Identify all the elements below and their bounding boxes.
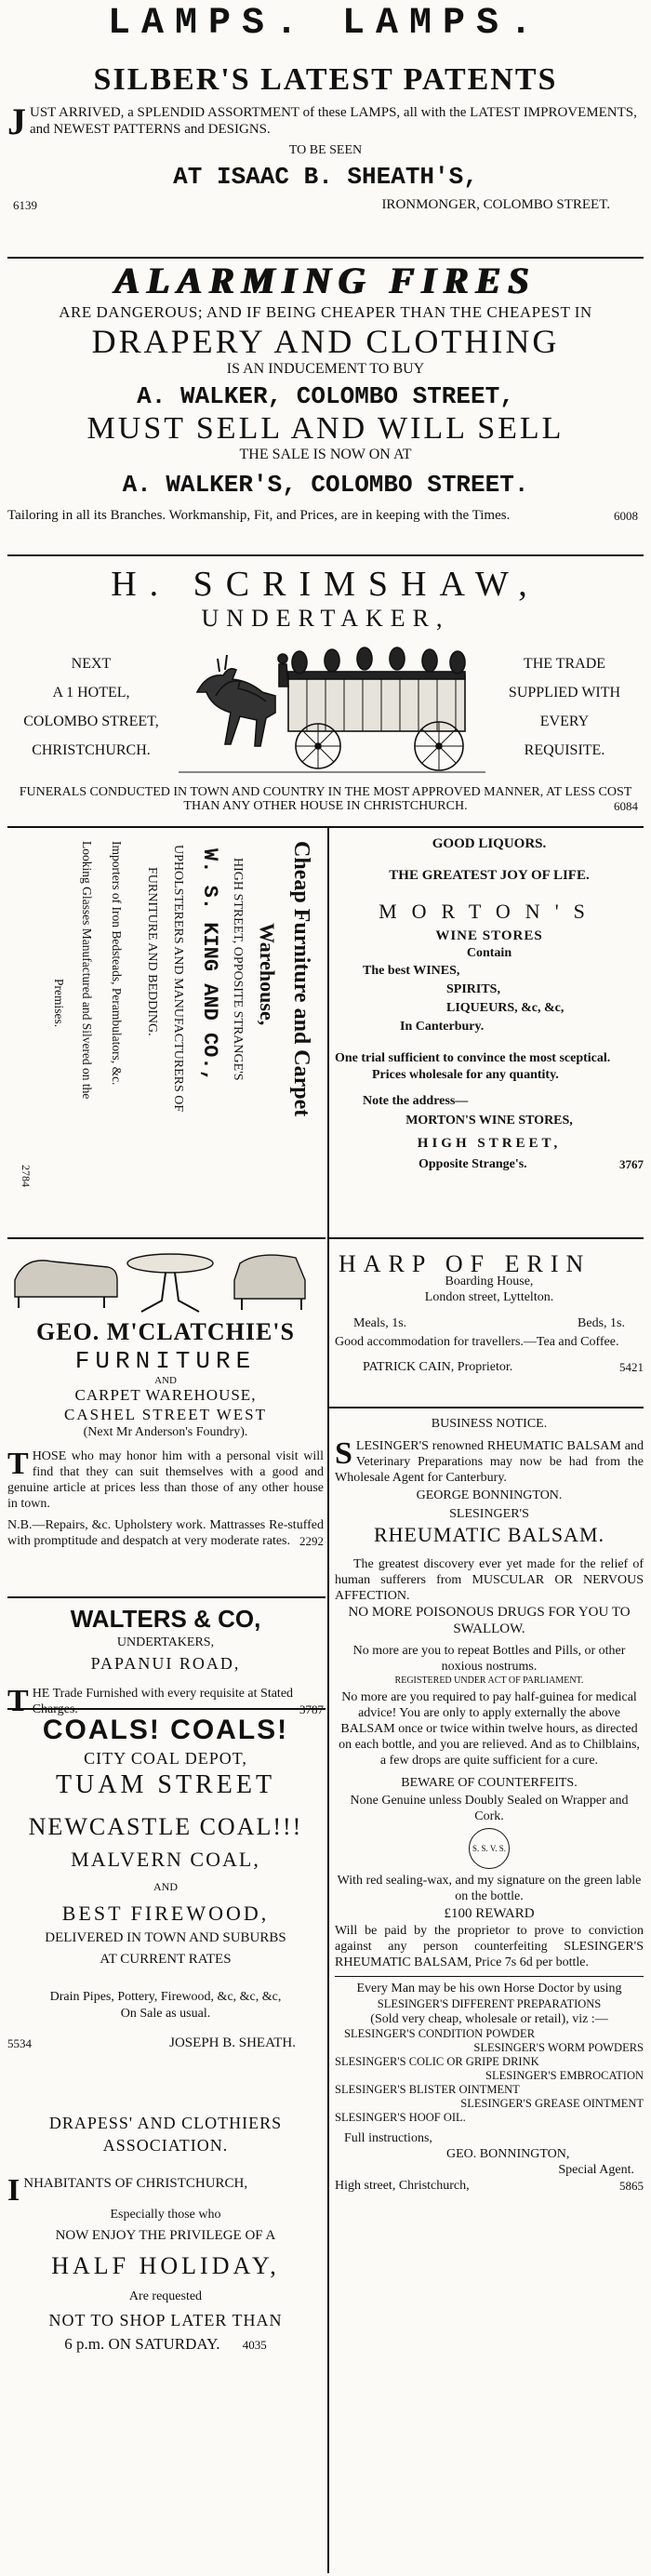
ad-walker-line1: ARE DANGEROUS; AND IF BEING CHEAPER THAN THE CHEAPEST IN bbox=[59, 303, 592, 321]
ad-slesinger-instructions: Full instructions, bbox=[344, 2131, 432, 2145]
ad-morton-joy: THE GREATEST JOY OF LIFE. bbox=[389, 868, 590, 883]
ad-drapers-half-holiday: HALF HOLIDAY, bbox=[51, 2252, 280, 2279]
hearse-icon bbox=[179, 636, 485, 776]
ad-coals-delivered: DELIVERED IN TOWN AND SUBURBS bbox=[45, 1930, 286, 1945]
ad-morton-note: Note the address— bbox=[363, 1094, 469, 1108]
ad-harp-title: HARP OF ERIN bbox=[339, 1250, 591, 1277]
hearse-illustration bbox=[179, 636, 485, 776]
ad-king-street: HIGH STREET, OPPOSITE STRANGE'S bbox=[231, 858, 245, 1081]
ad-morton-liqueurs: LIQUEURS, &c, &c, bbox=[446, 1001, 565, 1015]
ad-scrimshaw-right-2: SUPPLIED WITH bbox=[508, 685, 621, 701]
ad-slesinger-number: 5865 bbox=[619, 2179, 644, 2193]
divider bbox=[7, 554, 644, 556]
ad-walker-line2: IS AN INDUCEMENT TO BUY bbox=[226, 361, 425, 377]
ad-coals bbox=[7, 1714, 324, 2051]
ad-coals-tuam: TUAM STREET bbox=[55, 1770, 276, 1799]
ad-walters-undertakers: UNDERTAKERS, bbox=[116, 1635, 215, 1649]
ad-slesinger-item-1: SLESINGER'S CONDITION POWDER bbox=[344, 2027, 536, 2040]
ad-coals-drain: Drain Pipes, Pottery, Firewood, &c, &c, &c, bbox=[49, 1990, 282, 2004]
ad-walters-dropcap: T bbox=[7, 1686, 29, 1717]
ad-walker-line3: A. WALKER, COLOMBO STREET, bbox=[137, 382, 514, 410]
ad-lamps-dropcap: J bbox=[7, 104, 26, 138]
ad-drapers-not-later: NOT TO SHOP LATER THAN bbox=[48, 2311, 283, 2329]
ad-morton-canterbury: In Canterbury. bbox=[400, 1020, 485, 1034]
ad-king-firm: W. S. KING AND CO., bbox=[198, 848, 221, 1082]
ad-slesinger-bottles: No more are you to repeat Bottles and Pills, or other noxious nostrums. bbox=[352, 1644, 626, 1674]
ad-king bbox=[7, 830, 324, 1230]
ad-morton-prices: Prices wholesale for any quantity. bbox=[372, 1068, 559, 1082]
ad-morton-contain: Contain bbox=[466, 946, 512, 960]
ad-harp bbox=[335, 1250, 644, 1378]
ad-harp-prices bbox=[335, 1314, 644, 1334]
ad-slesinger-dropcap: S bbox=[335, 1438, 352, 1471]
ad-slesinger-proprietor: Will be paid by the proprietor to prove to conviction against any person counterfeiting SLESINGER'S RHEUMATIC BALSAM, Price 7s 6d per bottle. bbox=[335, 1924, 644, 1969]
ad-walker-line7 bbox=[7, 508, 644, 524]
ad-drapers-intro bbox=[7, 2175, 324, 2205]
ad-harp-proprietor-row bbox=[335, 1357, 644, 1378]
ad-mclatchie-text: HOSE who may honor him with a personal visit will find that they can suit themselves with a good and genuine article at prices less than those of any other house in town. bbox=[7, 1449, 324, 1511]
ad-slesinger-sealing-wax: With red sealing-wax, and my signature on the green lable on the bottle. bbox=[337, 1874, 642, 1903]
ad-coals-newcastle: NEWCASTLE COAL!!! bbox=[28, 1813, 303, 1840]
ad-slesinger-address: High street, Christchurch, bbox=[335, 2179, 470, 2193]
ad-slesinger-intro bbox=[335, 1438, 644, 1486]
ad-morton-spirits: SPIRITS, bbox=[446, 982, 500, 996]
ad-walters-text: HE Trade Furnished with every requisite at Stated Charges. bbox=[32, 1687, 294, 1716]
ad-walker-line6: A. WALKER'S, COLOMBO STREET. bbox=[122, 471, 529, 499]
divider bbox=[7, 1708, 326, 1710]
ad-king-warehouse: Warehouse, bbox=[256, 923, 279, 1026]
ad-harp-proprietor: PATRICK CAIN, Proprietor. bbox=[363, 1360, 513, 1374]
ad-morton-wine-stores: WINE STORES bbox=[435, 928, 543, 943]
ad-coals-signature: JOSEPH B. SHEATH. bbox=[169, 2035, 296, 2050]
divider bbox=[7, 826, 644, 828]
ad-walker-drapery: DRAPERY AND CLOTHING bbox=[91, 323, 560, 360]
ad-lamps-ironmonger: IRONMONGER, COLOMBO STREET. bbox=[381, 197, 610, 212]
ad-slesinger-notice: BUSINESS NOTICE. bbox=[431, 1417, 548, 1431]
ad-lamps-title: LAMPS. LAMPS. bbox=[107, 3, 544, 45]
ad-mclatchie-nb-text: N.B.—Repairs, &c. Upholstery work. Mattrasses Re-stuffed with promptitude and despatch at very moderate rates. bbox=[7, 1518, 324, 1548]
ad-harp-accommodation: Good accommodation for travellers.—Tea and Coffee. bbox=[335, 1335, 619, 1349]
ad-slesinger-seal-wrap bbox=[335, 1828, 644, 1869]
ad-slesinger-genuine: None Genuine unless Doubly Sealed on Wrapper and Cork. bbox=[350, 1794, 629, 1823]
ad-scrimshaw-number: 6084 bbox=[614, 799, 638, 813]
ad-slesinger-registered: REGISTERED UNDER ACT OF PARLIAMENT. bbox=[394, 1675, 584, 1686]
ad-walker bbox=[7, 262, 644, 524]
ad-morton-address: MORTON'S WINE STORES, bbox=[405, 1114, 573, 1128]
ad-slesinger-reward: £100 REWARD bbox=[444, 1906, 535, 1921]
ad-slesinger-preparations: SLESINGER'S DIFFERENT PREPARATIONS bbox=[377, 1997, 602, 2010]
ad-drapers-dropcap: I bbox=[7, 2175, 20, 2205]
furniture-illustration bbox=[7, 1243, 324, 1317]
ad-slesinger-agent: GEORGE BONNINGTON. bbox=[416, 1488, 563, 1502]
ad-scrimshaw-left-3: COLOMBO STREET, bbox=[23, 714, 159, 729]
ad-drapers bbox=[7, 2112, 324, 2356]
ad-slesinger bbox=[335, 1414, 644, 2194]
ad-lamps-body bbox=[7, 104, 644, 138]
ad-scrimshaw-subtitle: UNDERTAKER, bbox=[201, 605, 450, 632]
ad-morton-high-street: HIGH STREET, bbox=[417, 1136, 562, 1151]
ad-walker-tailoring: Tailoring in all its Branches. Workmanship, Fit, and Prices, are in keeping with the Times. bbox=[7, 508, 511, 523]
divider bbox=[7, 257, 644, 259]
ad-morton-wines: The best WINES, bbox=[363, 964, 460, 978]
ad-morton-opposite-row bbox=[335, 1155, 644, 1174]
ad-slesinger-beware: BEWARE OF COUNTERFEITS. bbox=[401, 1776, 578, 1790]
ad-mclatchie-carpet: CARPET WAREHOUSE, bbox=[74, 1386, 257, 1404]
divider bbox=[7, 1237, 326, 1239]
ad-harp-number: 5421 bbox=[619, 1360, 644, 1374]
ad-coals-and: AND bbox=[153, 1880, 178, 1893]
ad-king-title: Cheap Furniture and Carpet bbox=[289, 841, 313, 1117]
ad-lamps bbox=[7, 4, 644, 213]
ad-king-number: 2784 bbox=[20, 1165, 33, 1187]
ad-walters-road: PAPANUI ROAD, bbox=[90, 1654, 241, 1673]
ad-walker-title: ALARMING FIRES bbox=[114, 260, 537, 301]
ad-mclatchie-nb bbox=[7, 1517, 324, 1549]
ad-harp-london: London street, Lyttelton. bbox=[424, 1290, 554, 1304]
ad-drapers-saturday: 6 p.m. ON SATURDAY. bbox=[64, 2335, 220, 2353]
ad-scrimshaw-left bbox=[7, 649, 175, 765]
ad-king-upholsterers: UPHOLSTERERS AND MANUFACTURERS OF bbox=[171, 845, 185, 1113]
ad-walters bbox=[7, 1604, 324, 1717]
ad-lamps-at: AT ISAAC B. SHEATH'S, bbox=[173, 163, 478, 191]
ad-coals-title: COALS! COALS! bbox=[42, 1715, 289, 1745]
ad-slesinger-no-drugs: NO MORE POISONOUS DRUGS FOR YOU TO SWALLOW. bbox=[348, 1605, 631, 1636]
ad-scrimshaw-right-1: THE TRADE bbox=[523, 656, 606, 672]
ad-scrimshaw-title: H. SCRIMSHAW, bbox=[111, 565, 540, 604]
ad-drapers-requested: Are requested bbox=[128, 2289, 203, 2303]
ad-harp-meals: Meals, 1s. bbox=[353, 1316, 407, 1330]
ad-slesinger-item-6: SLESINGER'S GREASE OINTMENT bbox=[460, 2097, 644, 2110]
ad-walters-number: 3787 bbox=[299, 1702, 324, 1716]
ad-slesinger-name: SLESINGER'S bbox=[449, 1507, 529, 1521]
ad-king-looking-glasses: Looking Glasses Manufactured and Silvered on the bbox=[80, 841, 94, 1100]
ad-slesinger-address-row bbox=[335, 2178, 644, 2194]
seal-icon bbox=[469, 1828, 510, 1869]
divider bbox=[329, 1407, 644, 1408]
ad-king-importers: Importers of Iron Bedsteads, Perambulators, &c. bbox=[110, 841, 124, 1086]
ad-slesinger-sold: (Sold very cheap, wholesale or retail), viz :— bbox=[370, 2012, 608, 2026]
ad-slesinger-seal-text: S. S. V. S. bbox=[472, 1844, 506, 1853]
ad-drapers-especially: Especially those who bbox=[110, 2208, 221, 2222]
ad-scrimshaw-left-2: A 1 HOTEL, bbox=[52, 685, 130, 701]
ad-walker-line5: THE SALE IS NOW ON AT bbox=[239, 447, 412, 462]
ad-slesinger-balsam: RHEUMATIC BALSAM. bbox=[373, 1523, 605, 1546]
ad-coals-rates: AT CURRENT RATES bbox=[100, 1952, 232, 1967]
ad-lamps-text: UST ARRIVED, a SPLENDID ASSORTMENT of these LAMPS, all with the LATEST IMPROVEMENTS, and NEWEST PATTERNS and DESIGNS. bbox=[30, 105, 637, 137]
ad-morton-opposite: Opposite Strange's. bbox=[418, 1157, 527, 1171]
ad-slesinger-special-agent: Special Agent. bbox=[558, 2163, 634, 2177]
ad-drapers-title: DRAPESS' AND CLOTHIERS ASSOCIATION. bbox=[48, 2114, 283, 2155]
ad-slesinger-item-4: SLESINGER'S EMBROCATION bbox=[485, 2069, 644, 2082]
ad-slesinger-horse: Every Man may be his own Horse Doctor by using bbox=[356, 1982, 622, 1995]
ad-mclatchie-title: GEO. M'CLATCHIE'S bbox=[35, 1318, 295, 1345]
ad-lamps-tobe: TO BE SEEN bbox=[288, 143, 363, 157]
ad-coals-malvern: MALVERN COAL, bbox=[71, 1848, 260, 1871]
ad-mclatchie-next: (Next Mr Anderson's Foundry). bbox=[83, 1425, 248, 1439]
ad-mclatchie-number: 2292 bbox=[299, 1534, 324, 1548]
ad-scrimshaw bbox=[7, 564, 644, 826]
ad-mclatchie-body bbox=[7, 1448, 324, 1512]
ad-mclatchie bbox=[7, 1243, 324, 1549]
furniture-icon bbox=[7, 1243, 324, 1317]
ad-mclatchie-and: AND bbox=[154, 1375, 177, 1386]
ad-scrimshaw-right bbox=[485, 649, 644, 765]
ad-morton bbox=[335, 832, 644, 1174]
ad-scrimshaw-right-3: EVERY bbox=[539, 714, 590, 729]
ad-king-premises: Premises. bbox=[52, 979, 66, 1028]
ad-walters-title: WALTERS & CO, bbox=[70, 1605, 261, 1633]
ad-coals-sale: On Sale as usual. bbox=[120, 2007, 211, 2021]
ad-lamps-number: 6139 bbox=[13, 198, 37, 212]
ad-king-furniture: FURNITURE AND BEDDING. bbox=[145, 867, 159, 1036]
ad-scrimshaw-right-4: REQUISITE. bbox=[524, 742, 605, 758]
ad-walters-body bbox=[7, 1686, 324, 1717]
ad-slesinger-item-5: SLESINGER'S BLISTER OINTMENT bbox=[335, 2083, 520, 2096]
ad-mclatchie-dropcap: T bbox=[7, 1448, 29, 1481]
ad-coals-depot: CITY COAL DEPOT, bbox=[84, 1749, 247, 1768]
ad-slesinger-discovery: The greatest discovery ever yet made for the relief of human sufferers from MUSCULAR OR NERVOUS AFFECTION. bbox=[335, 1557, 644, 1603]
ad-slesinger-advice: No more are you required to pay half-guinea for medical advice! You are only to apply externally the above BALSAM once or twice within twelve hours, as directed on each bottle, and you are relieved. And as to Chilblains, a few drops are quite sufficient for a cure. bbox=[339, 1690, 640, 1768]
ad-slesinger-intro-text: LESINGER'S renowned RHEUMATIC BALSAM and Veterinary Preparations may now be had from the Wholesale Agent for Canterbury. bbox=[335, 1439, 644, 1485]
ad-walker-line4: MUST SELL AND WILL SELL bbox=[86, 411, 565, 446]
ad-drapers-privilege: NOW ENJOY THE PRIVILEGE OF A bbox=[55, 2228, 276, 2243]
column-divider bbox=[327, 826, 329, 2573]
ad-drapers-number: 4035 bbox=[242, 2338, 267, 2352]
divider bbox=[7, 1596, 326, 1598]
ad-scrimshaw-footer bbox=[7, 785, 644, 813]
ad-scrimshaw-footer-text: FUNERALS CONDUCTED IN TOWN AND COUNTRY IN THE MOST APPROVED MANNER, AT LESS COST THAN ANY OTHER HOUSE IN CHRISTCHURCH. bbox=[19, 785, 632, 813]
ad-morton-good-liquors: GOOD LIQUORS. bbox=[432, 836, 547, 851]
ad-drapers-inhabitants: NHABITANTS OF CHRISTCHURCH, bbox=[23, 2176, 248, 2191]
ad-scrimshaw-left-1: NEXT bbox=[71, 656, 112, 672]
ad-drapers-time bbox=[7, 2333, 324, 2356]
ad-scrimshaw-left-4: CHRISTCHURCH. bbox=[32, 742, 151, 758]
ad-lamps-subtitle: SILBER'S LATEST PATENTS bbox=[93, 62, 558, 97]
ad-slesinger-item-7: SLESINGER'S HOOF OIL. bbox=[335, 2111, 466, 2124]
ad-coals-firewood: BEST FIREWOOD, bbox=[61, 1902, 270, 1925]
ad-slesinger-bonnington: GEO. BONNINGTON, bbox=[446, 2147, 570, 2161]
ad-morton-trial: One trial sufficient to convince the most sceptical. bbox=[335, 1051, 611, 1065]
ad-harp-boarding: Boarding House, bbox=[445, 1275, 534, 1288]
ad-morton-title: MORTON'S bbox=[379, 900, 600, 923]
ad-morton-number: 3767 bbox=[619, 1157, 644, 1171]
ad-walker-number: 6008 bbox=[614, 509, 638, 523]
divider bbox=[335, 1976, 644, 1977]
ad-harp-beds: Beds, 1s. bbox=[578, 1316, 625, 1330]
ad-slesinger-item-2: SLESINGER'S WORM POWDERS bbox=[473, 2041, 644, 2054]
ad-mclatchie-furniture: FURNITURE bbox=[74, 1347, 257, 1375]
divider bbox=[329, 1237, 644, 1239]
ad-mclatchie-street: CASHEL STREET WEST bbox=[64, 1406, 267, 1423]
ad-slesinger-item-3: SLESINGER'S COLIC OR GRIPE DRINK bbox=[335, 2055, 539, 2068]
ad-coals-number: 5534 bbox=[7, 2036, 32, 2050]
